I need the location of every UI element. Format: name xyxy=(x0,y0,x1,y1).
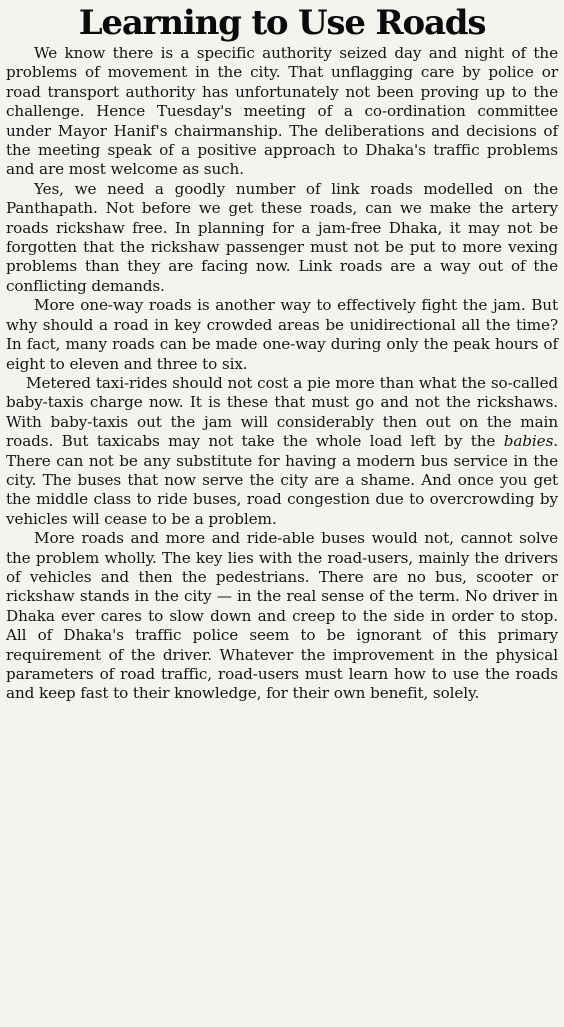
paragraph-4 xyxy=(6,374,558,529)
paragraph-2: Yes, we need a goodly number of link roads modelled on the Panthapath. Not before we get these roads, can we make the artery roads rickshaw free. In planning for a jam-free Dhaka, it may not be forgotten that the rickshaw passenger must not be put to more vexing problems than they are facing now. Link roads are a way out of the conflicting demands. xyxy=(6,179,558,295)
paragraph-4-italic-word: babies xyxy=(503,432,554,451)
paragraph-4-text-before: Metered taxi-rides should not cost a pie more than what the so-called baby-taxis charge now. It is these that must go and not the rickshaws. With baby-taxis out the jam will considerably then out on the main roads. But taxicabs may not take the whole load left by the xyxy=(6,373,558,451)
headline: Learning to Use Roads xyxy=(78,3,486,43)
paragraph-5: More roads and more and ride-able buses would not, cannot solve the problem wholly. The key lies with the road-users, mainly the drivers of vehicles and then the pedestrians. There are no bus, scooter or rickshaw stands in the city — in the real sense of the term. No driver in Dhaka ever cares to slow down and creep to the side in order to stop. All of Dhaka's traffic police seem to be ignorant of this primary requirement of the driver. Whatever the improvement in the physical parameters of road traffic, road-users must learn how to use the roads and keep fast to their knowledge, for their own benefit, solely. xyxy=(6,529,558,703)
paragraph-1: We know there is a specific authority seized day and night of the problems of movement in the city. That unflagging care by police or road transport authority has unfortunately not been proving up to the challenge. Hence Tuesday's meeting of a co-ordination committee under Mayor Hanif's chairmanship. The deliberations and decisions of the meeting speak of a positive approach to Dhaka's traffic problems and are most welcome as such. xyxy=(6,44,558,179)
paragraph-3: More one-way roads is another way to effectively fight the jam. But why should a road in key crowded areas be unidirectional all the time? In fact, many roads can be made one-way during only the peak hours of eight to eleven and three to six. xyxy=(6,296,558,373)
article-body xyxy=(6,44,558,704)
paragraph-4-text-after: . There can not be any substitute for having a modern bus service in the city. The buses that now serve the city are a shame. And once you get the middle class to ride buses, road congestion due to overcrowding by vehicles will cease to be a problem. xyxy=(6,432,558,528)
